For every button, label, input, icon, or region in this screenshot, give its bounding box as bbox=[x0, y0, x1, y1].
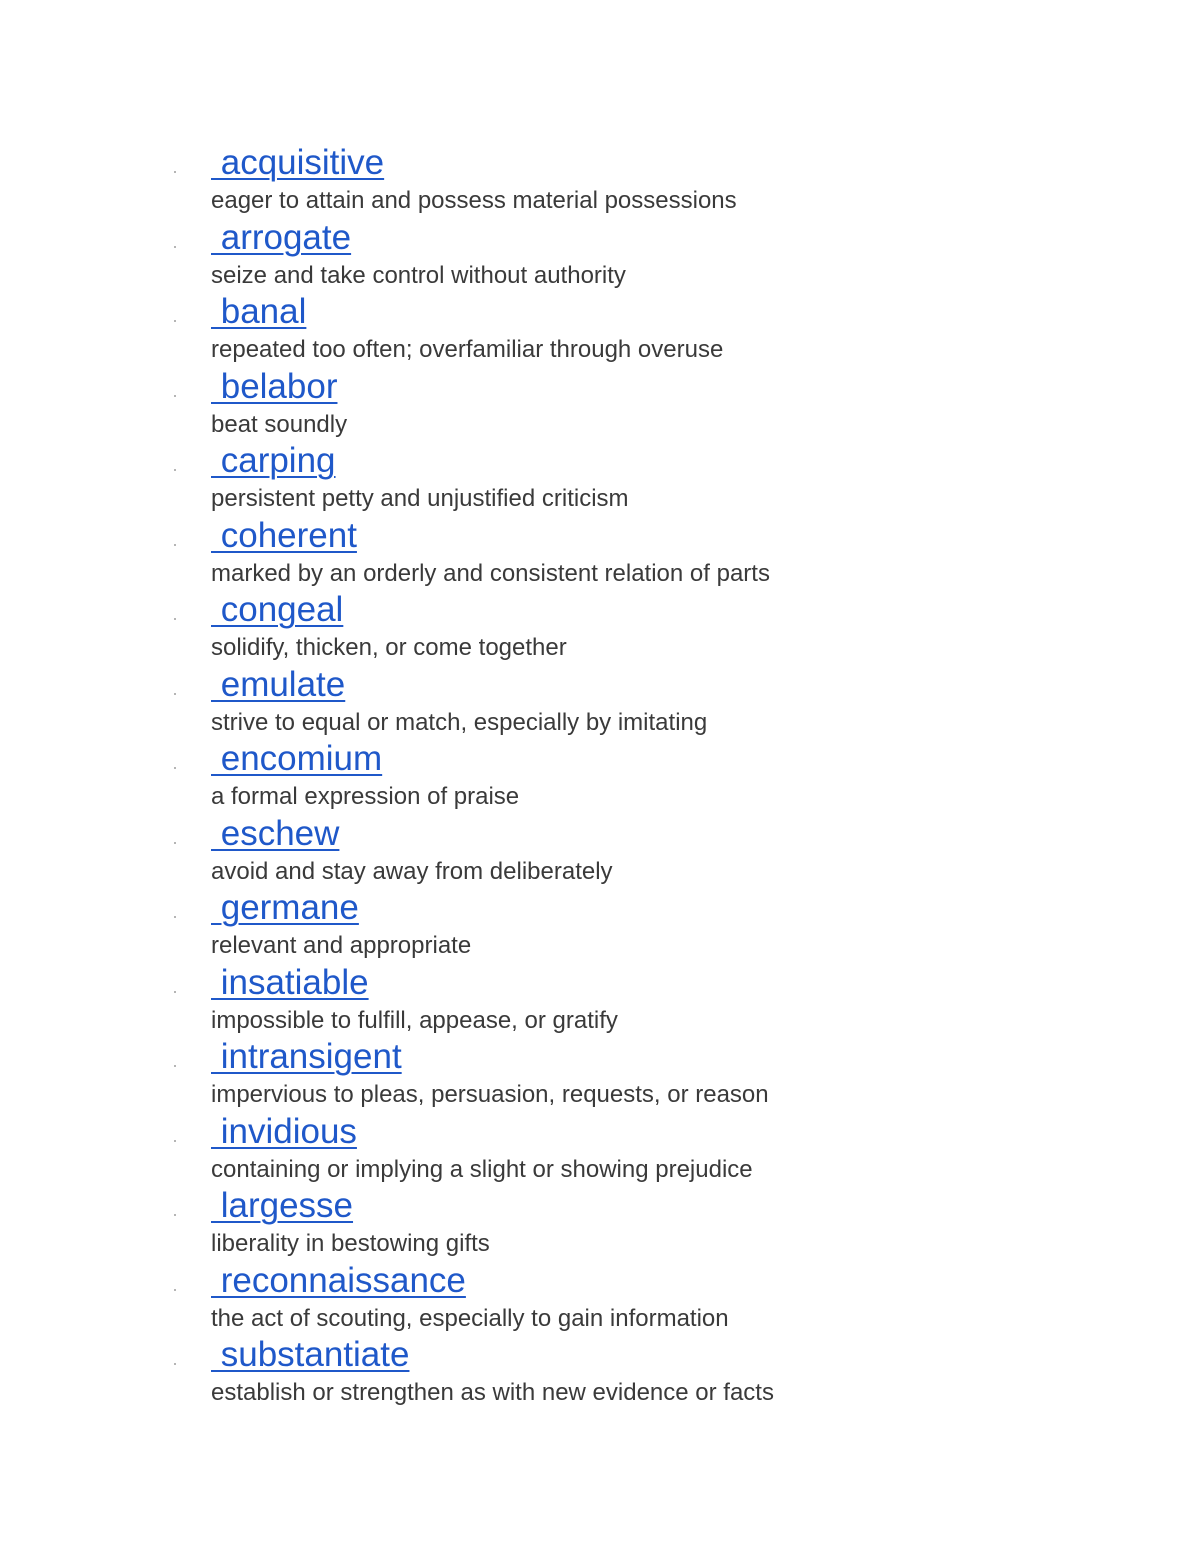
vocab-definition: impossible to fulfill, appease, or gratify bbox=[211, 1006, 618, 1034]
vocab-definition: avoid and stay away from deliberately bbox=[211, 857, 613, 885]
vocab-entry bbox=[0, 888, 1200, 963]
vocab-definition: eager to attain and possess material possessions bbox=[211, 187, 737, 214]
vocab-entry bbox=[0, 665, 1200, 740]
bullet-dot bbox=[174, 320, 176, 322]
bullet-dot bbox=[174, 1065, 176, 1067]
vocab-entry bbox=[0, 516, 1200, 591]
vocab-entry bbox=[0, 963, 1200, 1038]
vocab-term-link[interactable]: substantiate bbox=[211, 1335, 410, 1374]
vocab-entry bbox=[0, 441, 1200, 516]
bullet-dot bbox=[174, 246, 176, 248]
bullet-dot bbox=[174, 1289, 176, 1291]
vocab-definition: liberality in bestowing gifts bbox=[211, 1230, 490, 1257]
bullet-dot bbox=[174, 618, 176, 620]
vocab-entry bbox=[0, 367, 1200, 442]
vocab-term-link[interactable]: invidious bbox=[211, 1111, 357, 1151]
vocab-term-link[interactable]: insatiable bbox=[211, 962, 369, 1002]
vocab-definition: containing or implying a slight or showing prejudice bbox=[211, 1155, 753, 1183]
vocab-term-link[interactable]: carping bbox=[211, 441, 336, 480]
vocab-term-link[interactable]: emulate bbox=[211, 664, 346, 704]
vocab-entry bbox=[0, 1186, 1200, 1261]
bullet-dot bbox=[174, 991, 176, 993]
vocab-entry bbox=[0, 739, 1200, 814]
vocab-term-link[interactable]: coherent bbox=[211, 515, 357, 555]
vocab-entry bbox=[0, 1037, 1200, 1112]
bullet-dot bbox=[174, 842, 176, 844]
vocab-definition: establish or strengthen as with new evidence or facts bbox=[211, 1379, 774, 1406]
vocab-term-link[interactable]: intransigent bbox=[211, 1037, 402, 1076]
vocab-definition: seize and take control without authority bbox=[211, 261, 626, 289]
vocab-entry bbox=[0, 814, 1200, 889]
bullet-dot bbox=[174, 1363, 176, 1365]
vocab-definition: solidify, thicken, or come together bbox=[211, 634, 567, 661]
bullet-dot bbox=[174, 693, 176, 695]
vocab-entry bbox=[0, 1112, 1200, 1187]
vocab-term-link[interactable]: largesse bbox=[211, 1186, 354, 1225]
vocab-entry bbox=[0, 218, 1200, 293]
vocab-term-link[interactable]: eschew bbox=[211, 813, 340, 853]
vocab-term-link[interactable]: congeal bbox=[211, 590, 344, 629]
vocab-term-link[interactable]: banal bbox=[211, 292, 307, 331]
vocab-definition: repeated too often; overfamiliar through overuse bbox=[211, 336, 724, 363]
vocab-definition: the act of scouting, especially to gain information bbox=[211, 1304, 729, 1332]
vocab-entry bbox=[0, 143, 1200, 218]
bullet-dot bbox=[174, 544, 176, 546]
bullet-dot bbox=[174, 767, 176, 769]
bullet-dot bbox=[174, 171, 176, 173]
vocab-entry bbox=[0, 590, 1200, 665]
bullet-dot bbox=[174, 1214, 176, 1216]
vocab-entry bbox=[0, 292, 1200, 367]
vocab-definition: marked by an orderly and consistent relation of parts bbox=[211, 559, 770, 587]
bullet-dot bbox=[174, 469, 176, 471]
vocab-term-link[interactable]: arrogate bbox=[211, 217, 352, 257]
vocab-term-link[interactable]: belabor bbox=[211, 366, 338, 406]
vocab-definition: a formal expression of praise bbox=[211, 783, 520, 810]
vocab-term-link[interactable]: acquisitive bbox=[211, 143, 385, 182]
vocab-definition: persistent petty and unjustified criticism bbox=[211, 485, 629, 512]
bullet-dot bbox=[174, 1140, 176, 1142]
vocab-entry bbox=[0, 1261, 1200, 1336]
vocab-definition: impervious to pleas, persuasion, requests, or reason bbox=[211, 1081, 769, 1108]
vocab-definition: relevant and appropriate bbox=[211, 932, 472, 959]
vocab-definition: strive to equal or match, especially by imitating bbox=[211, 708, 708, 736]
vocab-term-link[interactable]: germane bbox=[211, 888, 359, 927]
vocab-entry bbox=[0, 1335, 1200, 1410]
bullet-dot bbox=[174, 916, 176, 918]
bullet-dot bbox=[174, 395, 176, 397]
vocab-term-link[interactable]: reconnaissance bbox=[211, 1260, 466, 1300]
vocab-term-link[interactable]: encomium bbox=[211, 739, 383, 778]
vocabulary-list bbox=[0, 143, 1200, 1410]
vocab-definition: beat soundly bbox=[211, 410, 348, 438]
